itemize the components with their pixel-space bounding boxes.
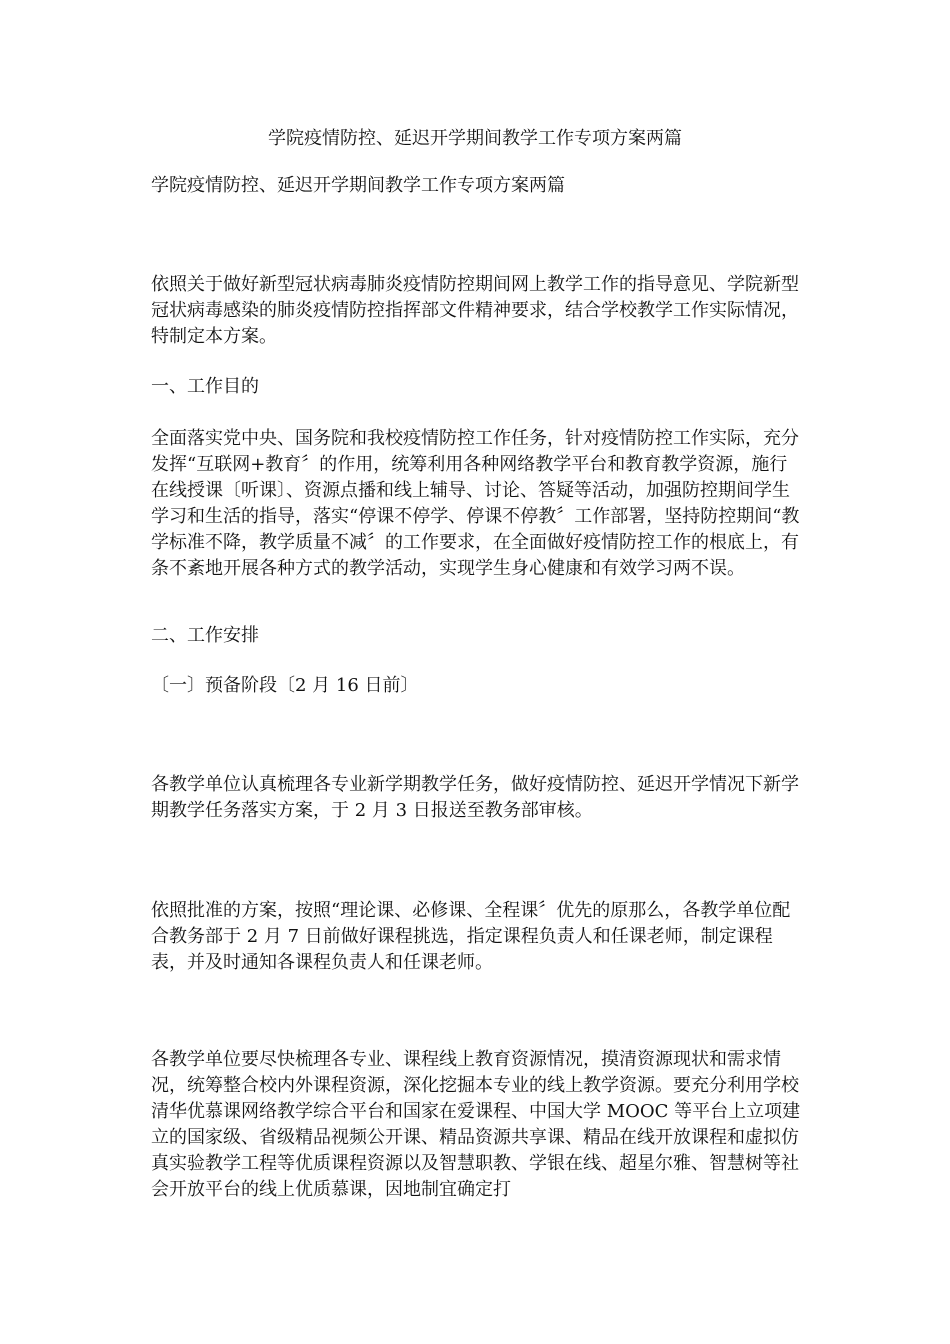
section-heading-purpose: 一、工作目的 — [151, 376, 259, 397]
section-heading-arrangement: 二、工作安排 — [151, 625, 259, 646]
document-title: 学院疫情防控、延迟开学期间教学工作专项方案两篇 — [268, 128, 682, 149]
paragraph-teaching-tasks: 各教学单位认真梳理各专业新学期教学任务，做好疫情防控、延迟开学情况下新学期教学任务落实方案，于 2 月 3 日报送至教务部审核。 — [151, 774, 799, 821]
document-subtitle: 学院疫情防控、延迟开学期间教学工作专项方案两篇 — [151, 175, 565, 196]
intro-paragraph: 依照关于做好新型冠状病毒肺炎疫情防控期间网上教学工作的指导意见、学院新型冠状病毒感染的肺炎疫情防控指挥部文件精神要求，结合学校教学工作实际情况，特制定本方案。 — [151, 274, 799, 347]
purpose-paragraph: 全面落实党中央、国务院和我校疫情防控工作任务，针对疫情防控工作实际，充分发挥“互联网+教育〞的作用，统筹利用各种网络教学平台和教育教学资源，施行在线授课〔听课〕、资源点播和线上辅导、讨论、答疑等活动，加强防控期间学生学习和生活的指导，落实“停课不停学、停课不停教〞工作部署，坚持防控期间“教学标准不降，教学质量不减〞的工作要求，在全面做好疫情防控工作的根底上，有条不紊地开展各种方式的教学活动，实现学生身心健康和有效学习两不误。 — [151, 428, 800, 579]
paragraph-course-selection: 依照批准的方案，按照“理论课、必修课、全程课〞优先的原那么，各教学单位配合教务部于 2 月 7 日前做好课程挑选，指定课程负责人和任课老师，制定课程表，并及时通知各课程负责人和任课老师。 — [151, 900, 791, 973]
stage-heading-preparation: 〔一〕预备阶段〔2 月 16 日前〕 — [151, 675, 419, 696]
paragraph-online-resources: 各教学单位要尽快梳理各专业、课程线上教育资源情况，摸清资源现状和需求情况，统筹整合校内外课程资源，深化挖掘本专业的线上教学资源。要充分利用学校清华优慕课网络教学综合平台和国家在爱课程、中国大学 MOOC 等平台上立项建立的国家级、省级精品视频公开课、精品资源共享课、精品在线开放课程和虚拟仿真实验教学工程等优质课程资源以及智慧职教、学银在线、超星尔雅、智慧树等社会开放平台的线上优质慕课，因地制宜确定打 — [151, 1049, 801, 1200]
